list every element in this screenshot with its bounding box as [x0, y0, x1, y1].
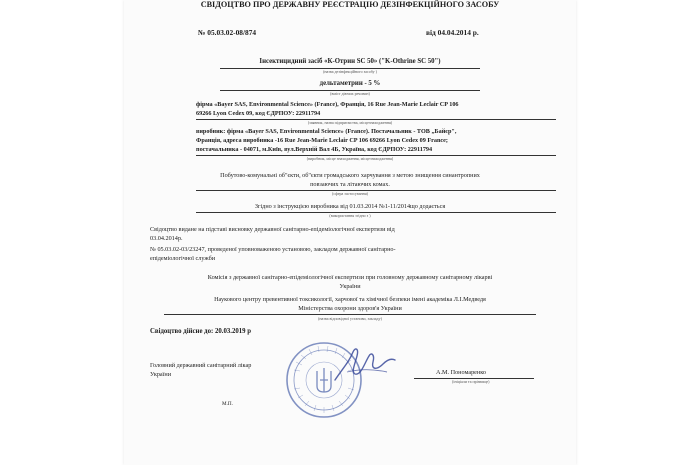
instruction-line: Згідно з інструкцією виробника від 01.03.2014 №1-11/2014що додається — [254, 203, 446, 210]
certificate-date: від 04.04.2014 р. — [426, 28, 479, 37]
commission-line-2: України — [339, 283, 361, 290]
manufacturer-caption: (виробник, місце знаходження, місцезнаходження) — [306, 156, 394, 161]
scope-line-2: повзаючих та літаючих комах. — [310, 181, 390, 188]
instruction-caption: (використання згідно з ) — [329, 213, 371, 218]
manufacturer-line-1: виробник: фірма «Bayer SAS, Environmental Science» (France). Постачальник - ТОВ „Байєр", — [196, 128, 457, 135]
document-title: СВІДОЦТВО ПРО ДЕРЖАВНУ РЕЄСТРАЦІЮ ДЕЗІНФЕКЦІЙНОГО ЗАСОБУ — [200, 0, 500, 9]
signer-name: А.М. Пономаренко — [436, 369, 487, 376]
commission-line-1: Комісія з державної санітарно-епідеміологічної експертизи при головному державному санітарному лікарві — [207, 274, 493, 281]
firm-line-2: 69266 Lyon Cedex 09, код ЄДРПОУ: 22911794 — [196, 110, 321, 117]
commission-line-3: Наукового центру превентивної токсикології, харчової та хімічної безпеки імені академіка Л.І.Медведя — [214, 296, 486, 303]
issued-line-2: 03.04.2014р. — [150, 235, 183, 242]
commission-line-4: Міністерства охорони здоров'я України — [298, 305, 402, 312]
active-ingredient: дельтаметрин - 5 % — [319, 80, 381, 87]
issued-line-3: № 05.03.02-03/23247, проведеної уповноваженою установою, закладом державної санітарно- — [150, 246, 396, 253]
scope-line-1: Побутово-комунальні об"єкти, об"єкти громадського харчування з метою знищення синантропних — [220, 172, 480, 179]
scope-caption: (сфера застосування) — [331, 191, 368, 196]
signer-caption: (ініціали та прізвище) — [452, 379, 490, 384]
manufacturer-line-2: Франція, адреса виробника -16 Rue Jean-Marie Leclair CP 106 69266 Lyon Cedex 09 France; — [196, 137, 448, 144]
product-caption: (назва дезінфекційного засобу ) — [323, 69, 377, 74]
signature — [329, 342, 399, 388]
firm-line-1: фірма «Bayer SAS, Environmental Science» (France), Франція, 16 Rue Jean-Marie Leclair CP 106 — [196, 101, 459, 108]
signer-title-line-1: Головний державний санітарний лікар — [150, 362, 252, 369]
manufacturer-line-3: постачальника - 04071, м.Київ, вул.Верхній Вал 4Б, Україна, код ЄДРПОУ: 22911794 — [196, 146, 433, 153]
firm-caption: (заявник, назва підприємства, місцезнаходження) — [307, 120, 393, 125]
seal-mark: М.П. — [222, 401, 233, 407]
commission-underline — [164, 314, 536, 315]
signer-title-line-2: України — [150, 371, 172, 378]
issued-line-1: Свідоцтво видане на підставі висновку державної санітарно-епідеміологічної експертизи від — [150, 226, 395, 233]
commission-caption: (назва відповідної установи, закладу) — [318, 316, 382, 321]
certificate-sheet — [124, 0, 576, 465]
issued-line-4: епідеміологічної служби — [150, 255, 216, 262]
active-caption: (вміст діючих речовин) — [330, 91, 370, 96]
validity-date: Свідоцтво дійсне до: 20.03.2019 р — [150, 328, 252, 335]
certificate-number: № 05.03.02-08/874 — [198, 28, 257, 37]
product-name: Інсектицидний засіб «К-Отрин SC 50» ("K-Othrine SC 50") — [259, 58, 441, 65]
instruction-underline — [196, 212, 556, 213]
scope-underline — [196, 190, 556, 191]
